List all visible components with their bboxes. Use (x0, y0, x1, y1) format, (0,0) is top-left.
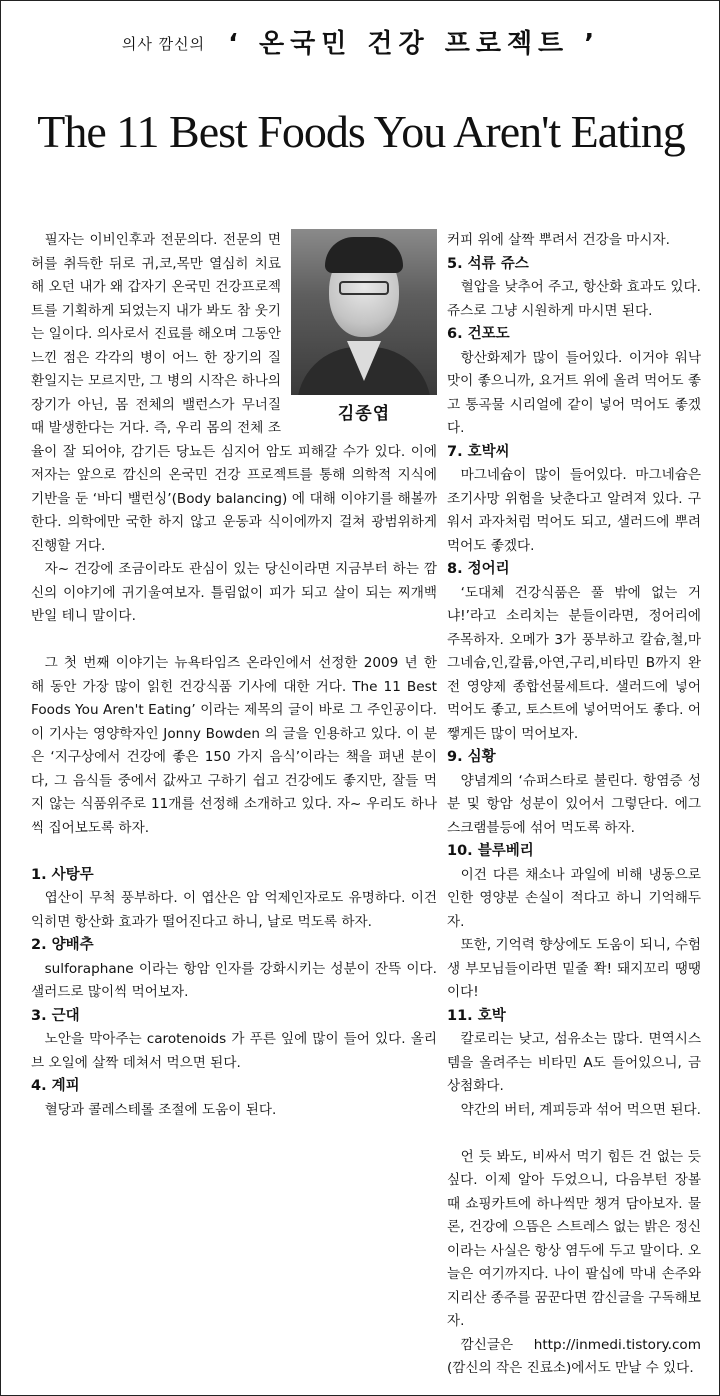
food-heading: 5. 석류 쥬스 (447, 255, 529, 272)
food-text: 칼로리는 낮고, 섬유소는 많다. 면역시스템을 올려주는 비타민 A도 들어있으니, 금상첨화다. (447, 1031, 701, 1094)
food-text: ‘도대체 건강식품은 풀 밖에 없는 거냐!’라고 소리치는 분들이라면, 정어리에 주목하자. 오메가 3가 풍부하고 칼슘,철,마그네슘,인,칼륨,아연,구리,비타민 B까지 완전 영양제 종합선물세트다. 샐러드에 넣어 먹어도 좋고, 토스트에 넣어먹어도 좋다. 어쨓게든 많이 먹어보자. (447, 584, 701, 742)
food-text: 항산화제가 많이 들어있다. 이거야 워낙 맛이 좋으니까, 요거트 위에 올려 먹어도 좋고 통곡물 시리얼에 같이 넣어 먹어도 좋겠다. (447, 349, 701, 436)
food-heading: 9. 심황 (447, 749, 496, 765)
food-text: 또한, 기억력 향상에도 도움이 되니, 수험생 부모님들이라면 밑줄 쫙! 돼지꼬리 땡땡이다! (447, 937, 701, 1000)
author-photo (291, 229, 437, 395)
closing-paragraph: 언 듯 봐도, 비싸서 먹기 힘든 건 없는 듯싶다. 이제 알아 두었으니, 다음부턴 장볼 때 쇼핑카트에 하나씩만 챙겨 담아보자. 물론, 건강에 으뜸은 스트레스 없는 밝은 정신이라는 사실은 항상 염두에 두고 말이다. 오늘은 여기까지다. 나이 팔십에 막내 손주와 지리산 종주를 꿈꾼다면 깜신글을 구독해보자. (447, 1148, 701, 1329)
left-column (31, 229, 437, 1122)
author-name: 김종엽 (337, 404, 391, 424)
series-header (1, 23, 720, 60)
food-heading: 7. 호박씨 (447, 443, 510, 460)
food-text: 혈압을 낮추어 주고, 항산화 효과도 있다. 쥬스로 그냥 시원하게 마시면 된다. (447, 279, 701, 319)
food-heading: 1. 사탕무 (31, 866, 94, 883)
food-heading: 8. 정어리 (447, 561, 510, 577)
author-photo-box (291, 229, 437, 429)
food-text: 엽산이 무척 풍부하다. 이 엽산은 암 억제인자로도 유명하다. 이건 익히면 항산화 효과가 떨어진다고 하니, 날로 먹도록 하자. (31, 890, 437, 930)
intro-paragraph: 필자는 이비인후과 전문의다. 전문의 면허를 취득한 뒤로 귀,코,목만 열심히 치료해 오던 내가 왜 갑자기 온국민 건강프로젝트를 기획하게 되었는지 내가 봐도 참 웃기는 일이다. 의사로서 진료를 해오며 그동안 느낀 점은 각각의 병이 어느 한 장기의 질환일지는 모르지만, 그 병의 시작은 하나의 장기가 아닌, 몸 전체의 밸런스가 무너질 때 발생한다는 거다. 즉, 우리 몸의 전체 조율이 잘 되어야, 감기든 당뇨든 심지어 암도 피해갈 수가 있다. 이에 저자는 앞으로 깜신의 온국민 건강 프로젝트를 통해 의학적 지식에 기반을 둔 ‘바디 밸런싱’(Body balancing) 에 대해 이야기를 해볼까한다. 의학에만 국한 하지 않고 운동과 식이에까지 걸쳐 광범위하게 진행할 거다. (31, 232, 437, 554)
food-text: 마그네슘이 많이 들어있다. 마그네슘은 조기사망 위험을 낮춘다고 알려져 있다. 구워서 과자처럼 먹어도 되고, 샐러드에 뿌려 먹어도 좋겠다. (447, 467, 701, 554)
intro-paragraph: 자~ 건강에 조금이라도 관심이 있는 당신이라면 지금부터 하는 깜신의 이야기에 귀기울여보자. 틀림없이 피가 되고 살이 되는 찌개백반일 테니 말이다. (31, 561, 437, 624)
intro-paragraph: 그 첫 번째 이야기는 뉴욕타임즈 온라인에서 선정한 2009 년 한 해 동안 가장 많이 읽힌 건강식품 기사에 대한 거다. The 11 Best Foods You Aren't Eating’ 이라는 제목의 글이 바로 그 주인공이다. 이 기사는 영양학자인 Jonny Bowden 의 글을 인용하고 있다. 이 분은 ‘지구상에서 건강에 좋은 150 가지 음식’이라는 책을 펴낸 분이다, 그 음식들 중에서 값싸고 구하기 쉽고 건강에도 좋지만, 잘들 먹지 않는 식품위주로 11개를 선정해 소개하고 있다. 자~ 우리도 하나씩 집어보도록 하자. (31, 655, 437, 836)
closing-paragraph: 깜신글은 http://inmedi.tistory.com (깜신의 작은 진료소)에서도 만날 수 있다. (447, 1336, 701, 1376)
series-title: ‘ 온국민 건강 프로젝트 ’ (228, 29, 601, 59)
food-heading: 3. 근대 (31, 1007, 80, 1024)
food-text: 양념계의 ‘슈퍼스타로 불린다. 항염증 성분 및 항암 성분이 있어서 그렇단다. 에그 스크램블등에 섞어 먹도록 하자. (447, 772, 701, 836)
article-title: The 11 Best Foods You Aren't Eating (37, 106, 685, 157)
food-text: 약간의 버터, 계피등과 섞어 먹으면 된다. (460, 1101, 701, 1118)
food-text: 노안을 막아주는 carotenoids 가 푸른 잎에 많이 들어 있다. 올리브 오일에 살짝 데쳐서 먹으면 된다. (31, 1031, 437, 1071)
food-heading: 2. 양배추 (31, 937, 94, 953)
food-heading: 11. 호박 (447, 1007, 506, 1024)
food-heading: 10. 블루베리 (447, 843, 534, 859)
food-text: 이건 다른 채소나 과일에 비해 냉동으로 인한 영양분 손실이 적다고 하니 기억해두자. (447, 866, 701, 930)
right-column (447, 229, 701, 1381)
continued-text: 커피 위에 살짝 뿌려서 건강을 마시자. (447, 232, 670, 248)
food-text: sulforaphane 이라는 항암 인자를 강화시키는 성분이 잔뜩 이다. 샐러드로 많이씩 먹어보자. (31, 960, 437, 1000)
food-text: 혈당과 콜레스테롤 조절에 도움이 된다. (44, 1101, 277, 1118)
food-heading: 6. 건포도 (447, 326, 510, 342)
series-prefix: 의사 깜신의 (121, 35, 206, 53)
food-heading: 4. 계피 (31, 1078, 80, 1094)
